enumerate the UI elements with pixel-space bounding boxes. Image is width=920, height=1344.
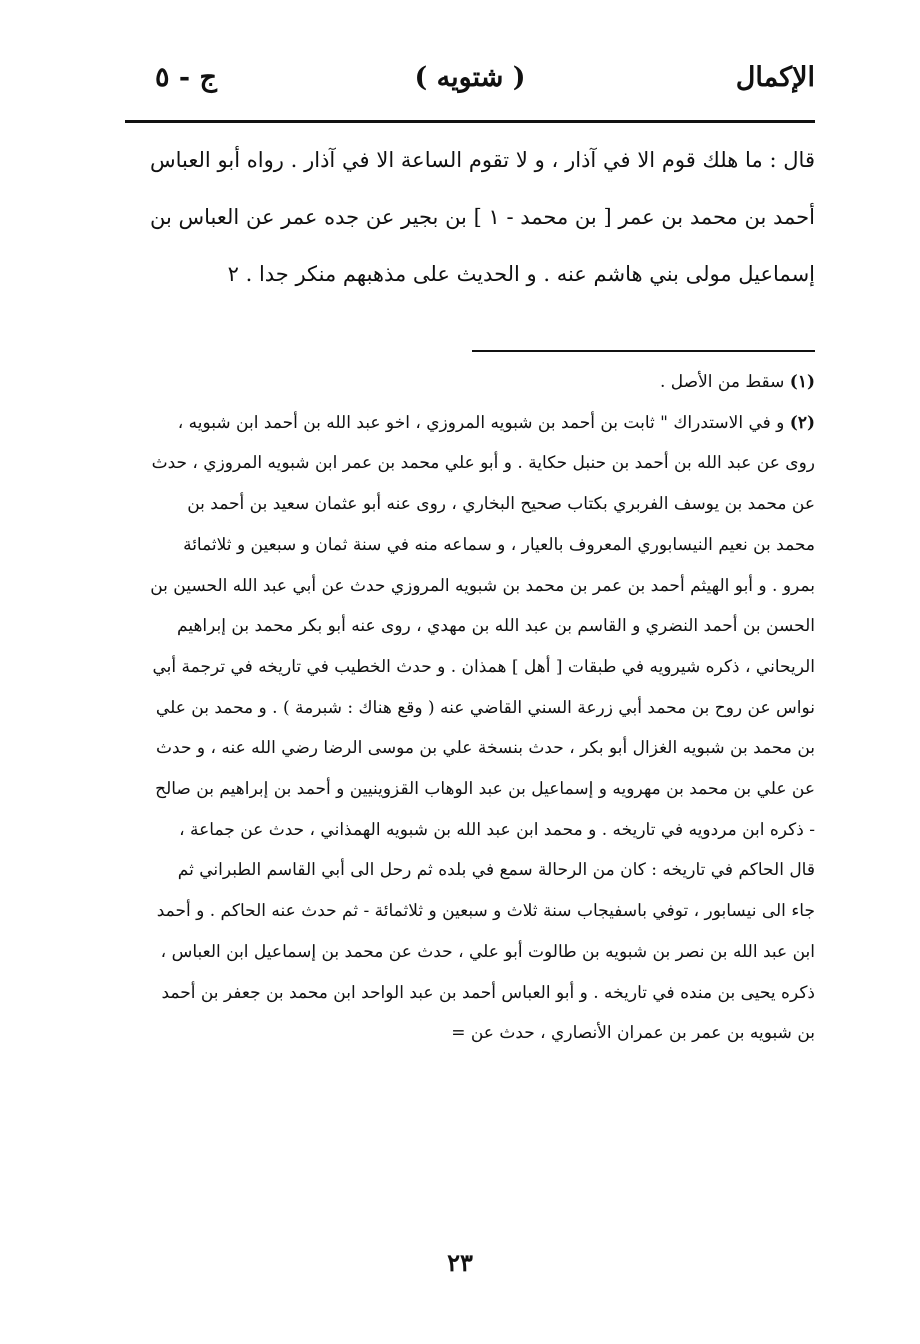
footnote-marker: (١) <box>789 372 815 392</box>
footnote-2 <box>150 403 815 1054</box>
footnotes <box>150 362 815 1054</box>
volume-number: ج - ٥ <box>155 62 217 93</box>
entry-name: ( شتويه ) <box>414 62 526 93</box>
footnote-separator <box>472 350 815 352</box>
footnote-text: و في الاستدراك " ثابت بن أحمد بن شبويه المروزي ، اخو عبد الله بن أحمد ابن شبويه ، روى عن عبد الله بن أحمد بن حنبل حكاية . و أبو علي محمد بن عمر ابن شبويه المروزي ، حدث عن محمد بن يوسف الفربري بكتاب صحيح البخاري ، روى عنه أبو عثمان سعيد بن أحمد بن محمد بن نعيم النيسابوري المعروف بالعيار ، و سماعه منه في سنة ثمان و سبعين و ثلاثمائة بمرو . و أبو الهيثم أحمد بن عمر بن محمد بن شبويه المروزي حدث عن أبي عبد الله الحسين بن الحسن بن أحمد النضري و القاسم بن عبد الله بن مهدي ، روى عنه أبو بكر محمد بن إبراهيم الريحاني ، ذكره شيرويه في طبقات [ أهل ] همذان . و حدث الخطيب في تاريخه في ترجمة أبي نواس عن روح بن محمد أبي زرعة السني القاضي عنه ( وقع هناك : شبرمة ) . و محمد بن علي بن محمد بن شبويه الغزال أبو بكر ، حدث بنسخة علي بن موسى الرضا رضي الله عنه ، و حدث عن علي بن محمد بن مهرويه و إسماعيل بن عبد الوهاب القزوينيين و أحمد بن إبراهيم بن صالح - ذكره ابن مردويه في تاريخه . و محمد ابن عبد الله بن شبويه الهمذاني ، حدث عن جماعة ، قال الحاكم في تاريخه : كان من الرحالة سمع في بلده ثم رحل الى أبي القاسم الطبراني ثم جاء الى نيسابور ، توفي باسفيجاب سنة ثلاث و سبعين و ثلاثمائة - ثم حدث عنه الحاكم . و أحمد ابن عبد الله بن نصر بن شبويه بن طالوت أبو علي ، حدث عن محمد بن إسماعيل ابن العباس ، ذكره يحيى بن منده في تاريخه . و أبو العباس أحمد بن عبد الواحد ابن محمد بن جعفر بن أحمد بن شبويه بن عمر بن عمران الأنصاري ، حدث عن = <box>150 412 815 1044</box>
footnote-1 <box>150 362 815 403</box>
book-title: الإكمال <box>735 62 815 93</box>
running-header <box>125 62 815 112</box>
header-rule <box>125 120 815 123</box>
footnote-marker: (٢) <box>789 412 815 433</box>
page-number: ٢٣ <box>447 1248 473 1277</box>
main-text: قال : ما هلك قوم الا في آذار ، و لا تقوم الساعة الا في آذار . رواه أبو العباس أحمد بن محمد بن عمر [ بن محمد - ١ ] بن بجير عن جده عمر عن العباس بن إسماعيل مولى بني هاشم عنه . و الحديث على مذهبهم منكر جدا . ٢ <box>150 148 815 286</box>
footnote-text: سقط من الأصل . <box>659 372 785 392</box>
